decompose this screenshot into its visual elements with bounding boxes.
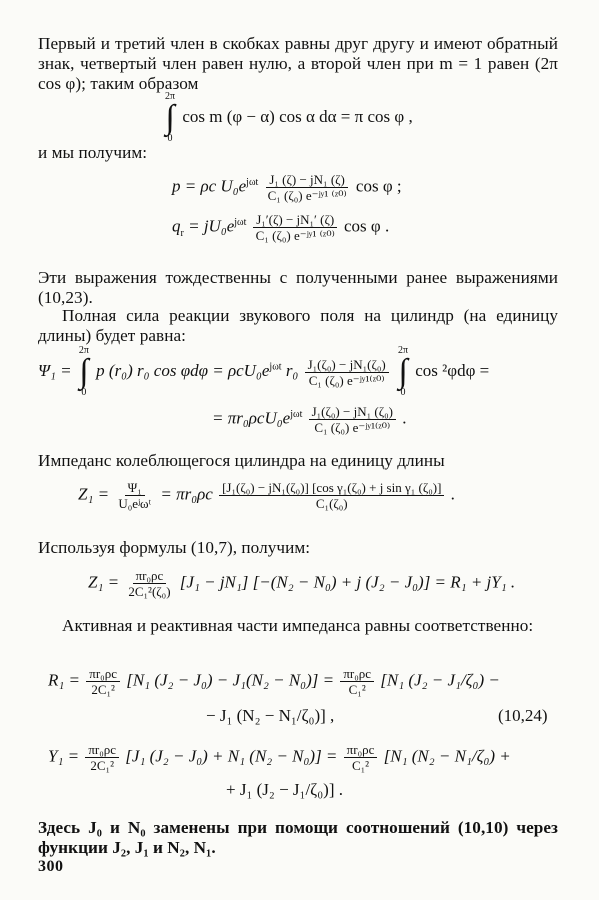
fraction: $\frac{\text{J₁(ζ₀) − jN₁(ζ₀)}}{\text{C₁ (ζ₀) e⁻ʲʸ¹⁽ᶻ⁰⁾}}$	[305, 357, 389, 388]
fraction: $\frac{\text{πr₀ρc}}{\text{2C₁²}}$	[86, 666, 120, 697]
fraction: $\frac{\text{J₁ (ζ) − jN₁ (ζ)}}{\text{C₁ (ζ₀) e⁻ʲʸ¹ ⁽ᶻ⁰⁾}}$	[267, 172, 347, 203]
equation-force: Ψ₁ = 2π ∫ 0 p (r₀) r₀ $\cos \varphi d\varphi = \rho cU_0e^{j\omega t}$ r₀ $\frac{\text{J₁(ζ₀) − jN₁(ζ₀)}}{\text{C₁ (ζ₀) e⁻ʲʸ¹⁽ᶻ⁰⁾}}$ 2π ∫ 0 cos ²φdφ =	[38, 345, 490, 398]
paragraph-3: Эти выражения тождественны с полученными ранее выражениями (10,23).	[38, 268, 558, 307]
equation-reactive-part-cont: + J₁ (J₂ − J₁/ζ₀)] .	[226, 780, 343, 799]
fraction: $\frac{\text{πr₀ρc}}{\text{2C₁²(ζ₀)}}$	[128, 568, 171, 599]
paragraph-5: Импеданс колеблющегося цилиндра на единицу длины	[38, 451, 445, 470]
fraction: $\frac{\text{J₁′(ζ) − jN₁′ (ζ)}}{\text{C₁ (ζ₀) e⁻ʲʸ¹ ⁽ᶻ⁰⁾}}$	[253, 212, 338, 243]
equation-velocity: $q_r = jU_0e^{j\omega t}$ $\frac{\text{J₁′(ζ) − jN₁′ (ζ)}}{\text{C₁ (ζ₀) e⁻ʲʸ¹ ⁽ᶻ⁰⁾}}$ cos φ .	[172, 212, 390, 243]
page-number: 300	[38, 858, 64, 875]
equation-force-result: = $\pi r_0\rho cU_0e^{j\omega t}$ $\frac{\text{J₁(ζ₀) − jN₁ (ζ₀)}}{\text{C₁ (ζ₀) e⁻ʲʸ¹⁽ᶻ⁰⁾}}$ .	[212, 404, 407, 435]
equation-impedance-expanded: Z₁ = $\frac{\text{πr₀ρc}}{\text{2C₁²(ζ₀)}}$ [J₁ − jN₁] [−(N₂ − N₀) + j (J₂ − J₀)] = R₁ + jY₁ .	[88, 568, 516, 599]
integral-sign: 2π ∫ 0	[165, 91, 176, 144]
paragraph-4: Полная сила реакции звукового поля на цилиндр (на единицу длины) будет равна:	[38, 306, 558, 345]
paragraph-7: Активная и реактивная части импеданса равны соответственно:	[62, 616, 534, 635]
fraction: $\frac{\text{J₁(ζ₀) − jN₁ (ζ₀)}}{\text{C₁ (ζ₀) e⁻ʲʸ¹⁽ᶻ⁰⁾}}$	[309, 404, 396, 435]
paragraph-8: Здесь J₀ и N₀ заменены при помощи соотношений (10,10) через функции J₂, J₁ и N₂, N₁.	[38, 818, 558, 857]
paragraph-6: Используя формулы (10,7), получим:	[38, 538, 311, 557]
fraction: $\frac{\text{πr₀ρc}}{\text{2C₁²}}$	[85, 742, 119, 773]
integral-sign: 2π ∫ 0	[78, 345, 89, 398]
integral-sign: 2π ∫ 0	[397, 345, 409, 398]
equation-reactive-part: Y₁ = $\frac{\text{πr₀ρc}}{\text{2C₁²}}$ [J₁ (J₂ − J₀) + N₁ (N₂ − N₀)] = $\frac{\text{πr₀ρc}}{\text{C₁²}}$ [N₁ (N₂ − N₁/ζ₀) +	[48, 742, 511, 773]
paragraph-2: и мы получим:	[38, 143, 148, 162]
fraction: $\frac{\text{πr₀ρc}}{\text{C₁²}}$	[340, 666, 374, 697]
fraction: $\frac{\text{πr₀ρc}}{\text{C₁²}}$	[344, 742, 378, 773]
equation-integral-cos: 2π ∫ 0 cos m (φ − α) cos α dα = π cos φ ,	[165, 91, 413, 144]
equation-pressure: p = ρc $U_0e^{j\omega t}$ $\frac{\text{J₁ (ζ) − jN₁ (ζ)}}{\text{C₁ (ζ₀) e⁻ʲʸ¹ ⁽ᶻ⁰⁾}}$ cos φ ;	[172, 172, 402, 203]
fraction: $\frac{\text{Ψ₁}}{\text{U₀eʲωᵗ}}$	[118, 480, 152, 511]
paragraph-1: Первый и третий член в скобках равны друг другу и имеют обратный знак, четвертый член равен нулю, а второй член при m = 1 равен (2π cos φ); таким образом	[38, 34, 558, 93]
equation-active-part-cont: − J₁ (N₂ − N₁/ζ₀)] ,	[206, 706, 335, 725]
fraction: $\frac{\text{[J₁(ζ₀) − jN₁(ζ₀)] [cos γ₁(ζ₀) + j sin γ₁ (ζ₀)]}}{\text{C₁(ζ₀)}}$	[219, 480, 444, 511]
equation-impedance: Z₁ = $\frac{\text{Ψ₁}}{\text{U₀eʲωᵗ}}$ = πr₀ρc $\frac{\text{[J₁(ζ₀) − jN₁(ζ₀)] [cos γ₁(ζ₀) + j sin γ₁ (ζ₀)]}}{\text{C₁(ζ₀)}}$ .	[78, 480, 455, 511]
equation-active-part: R₁ = $\frac{\text{πr₀ρc}}{\text{2C₁²}}$ [N₁ (J₂ − J₀) − J₁(N₂ − N₀)] = $\frac{\text{πr₀ρc}}{\text{C₁²}}$ [N₁ (J₂ − J₁/ζ₀) −	[48, 666, 500, 697]
equation-number: (10,24)	[498, 706, 548, 725]
